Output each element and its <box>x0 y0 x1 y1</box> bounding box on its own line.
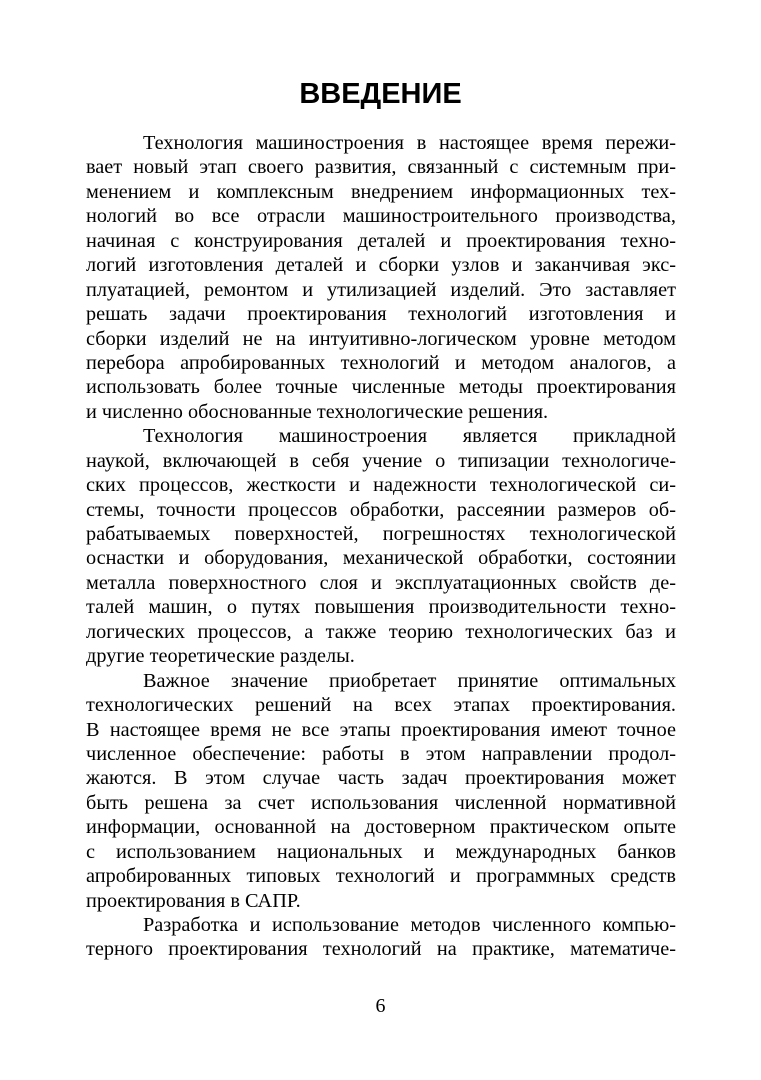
text-line: жаются. В этом случае часть задач проектирования может <box>86 767 676 790</box>
text-line: решать задачи проектирования технологий изготовления и <box>86 303 676 326</box>
text-line: Технология машиностроения в настоящее время пережи- <box>143 132 676 154</box>
text-line: Технология машиностроения является прикладной <box>143 425 676 448</box>
text-line: численное обеспечение: работы в этом направлении продол- <box>86 742 676 765</box>
text-line: талей машин, о путях повышения производительности техно- <box>86 596 676 619</box>
text-line: терного проектирования технологий на практике, математиче- <box>86 938 676 961</box>
text-line: информации, основанной на достоверном практическом опыте <box>86 816 676 839</box>
text-line: вает новый этап своего развития, связанный с системным при- <box>86 156 676 179</box>
text-line: технологических решений на всех этапах проектирования. <box>86 694 676 717</box>
text-line: Разработка и использование методов численного компью- <box>143 914 676 936</box>
text-line: Важное значение приобретает принятие оптимальных <box>143 669 676 692</box>
text-line: апробированных типовых технологий и программных средств <box>86 865 676 888</box>
text-line: В настоящее время не все этапы проектирования имеют точное <box>86 718 676 741</box>
text-line: наукой, включающей в себя учение о типизации технологиче- <box>86 449 676 472</box>
text-line: логий изготовления деталей и сборки узлов и заканчивая экс- <box>86 254 676 277</box>
text-line: менением и комплексным внедрением информационных тех- <box>86 180 676 203</box>
text-line: быть решена за счет использования численной нормативной <box>86 791 676 814</box>
text-line: плуатацией, ремонтом и утилизацией изделий. Это заставляет <box>86 278 676 301</box>
text-line: рабатываемых поверхностей, погрешностях технологической <box>86 523 676 545</box>
page-title: ВВЕДЕНИЕ <box>299 78 462 110</box>
page-number: 6 <box>375 995 386 1017</box>
text-line: начиная с конструирования деталей и проектирования техно- <box>86 229 676 252</box>
paragraph <box>86 424 676 668</box>
text-line: логических процессов, а также теорию технологических баз и <box>86 620 676 643</box>
text-line: стемы, точности процессов обработки, рассеянии размеров об- <box>86 498 676 521</box>
text-line: оснастки и оборудования, механической обработки, состоянии <box>86 547 676 570</box>
text-line: другие теоретические разделы. <box>86 645 355 668</box>
text-line: сборки изделий не на интуитивно-логическом уровне методом <box>86 327 676 350</box>
text-line: с использованием национальных и международных банков <box>86 840 676 863</box>
body-text <box>86 131 676 962</box>
text-line: ских процессов, жесткости и надежности технологической си- <box>86 474 676 497</box>
text-line: перебора апробированных технологий и методом аналогов, а <box>86 351 676 374</box>
paragraph <box>86 131 676 424</box>
text-line: проектирования в САПР. <box>86 889 301 912</box>
text-line: нологий во все отрасли машиностроительного производства, <box>86 205 676 228</box>
text-line: и численно обоснованные технологические решения. <box>86 400 549 423</box>
text-line: металла поверхностного слоя и эксплуатационных свойств де- <box>86 571 676 594</box>
paragraph <box>86 669 676 913</box>
paragraph <box>86 913 676 962</box>
text-line: использовать более точные численные методы проектирования <box>86 376 676 399</box>
